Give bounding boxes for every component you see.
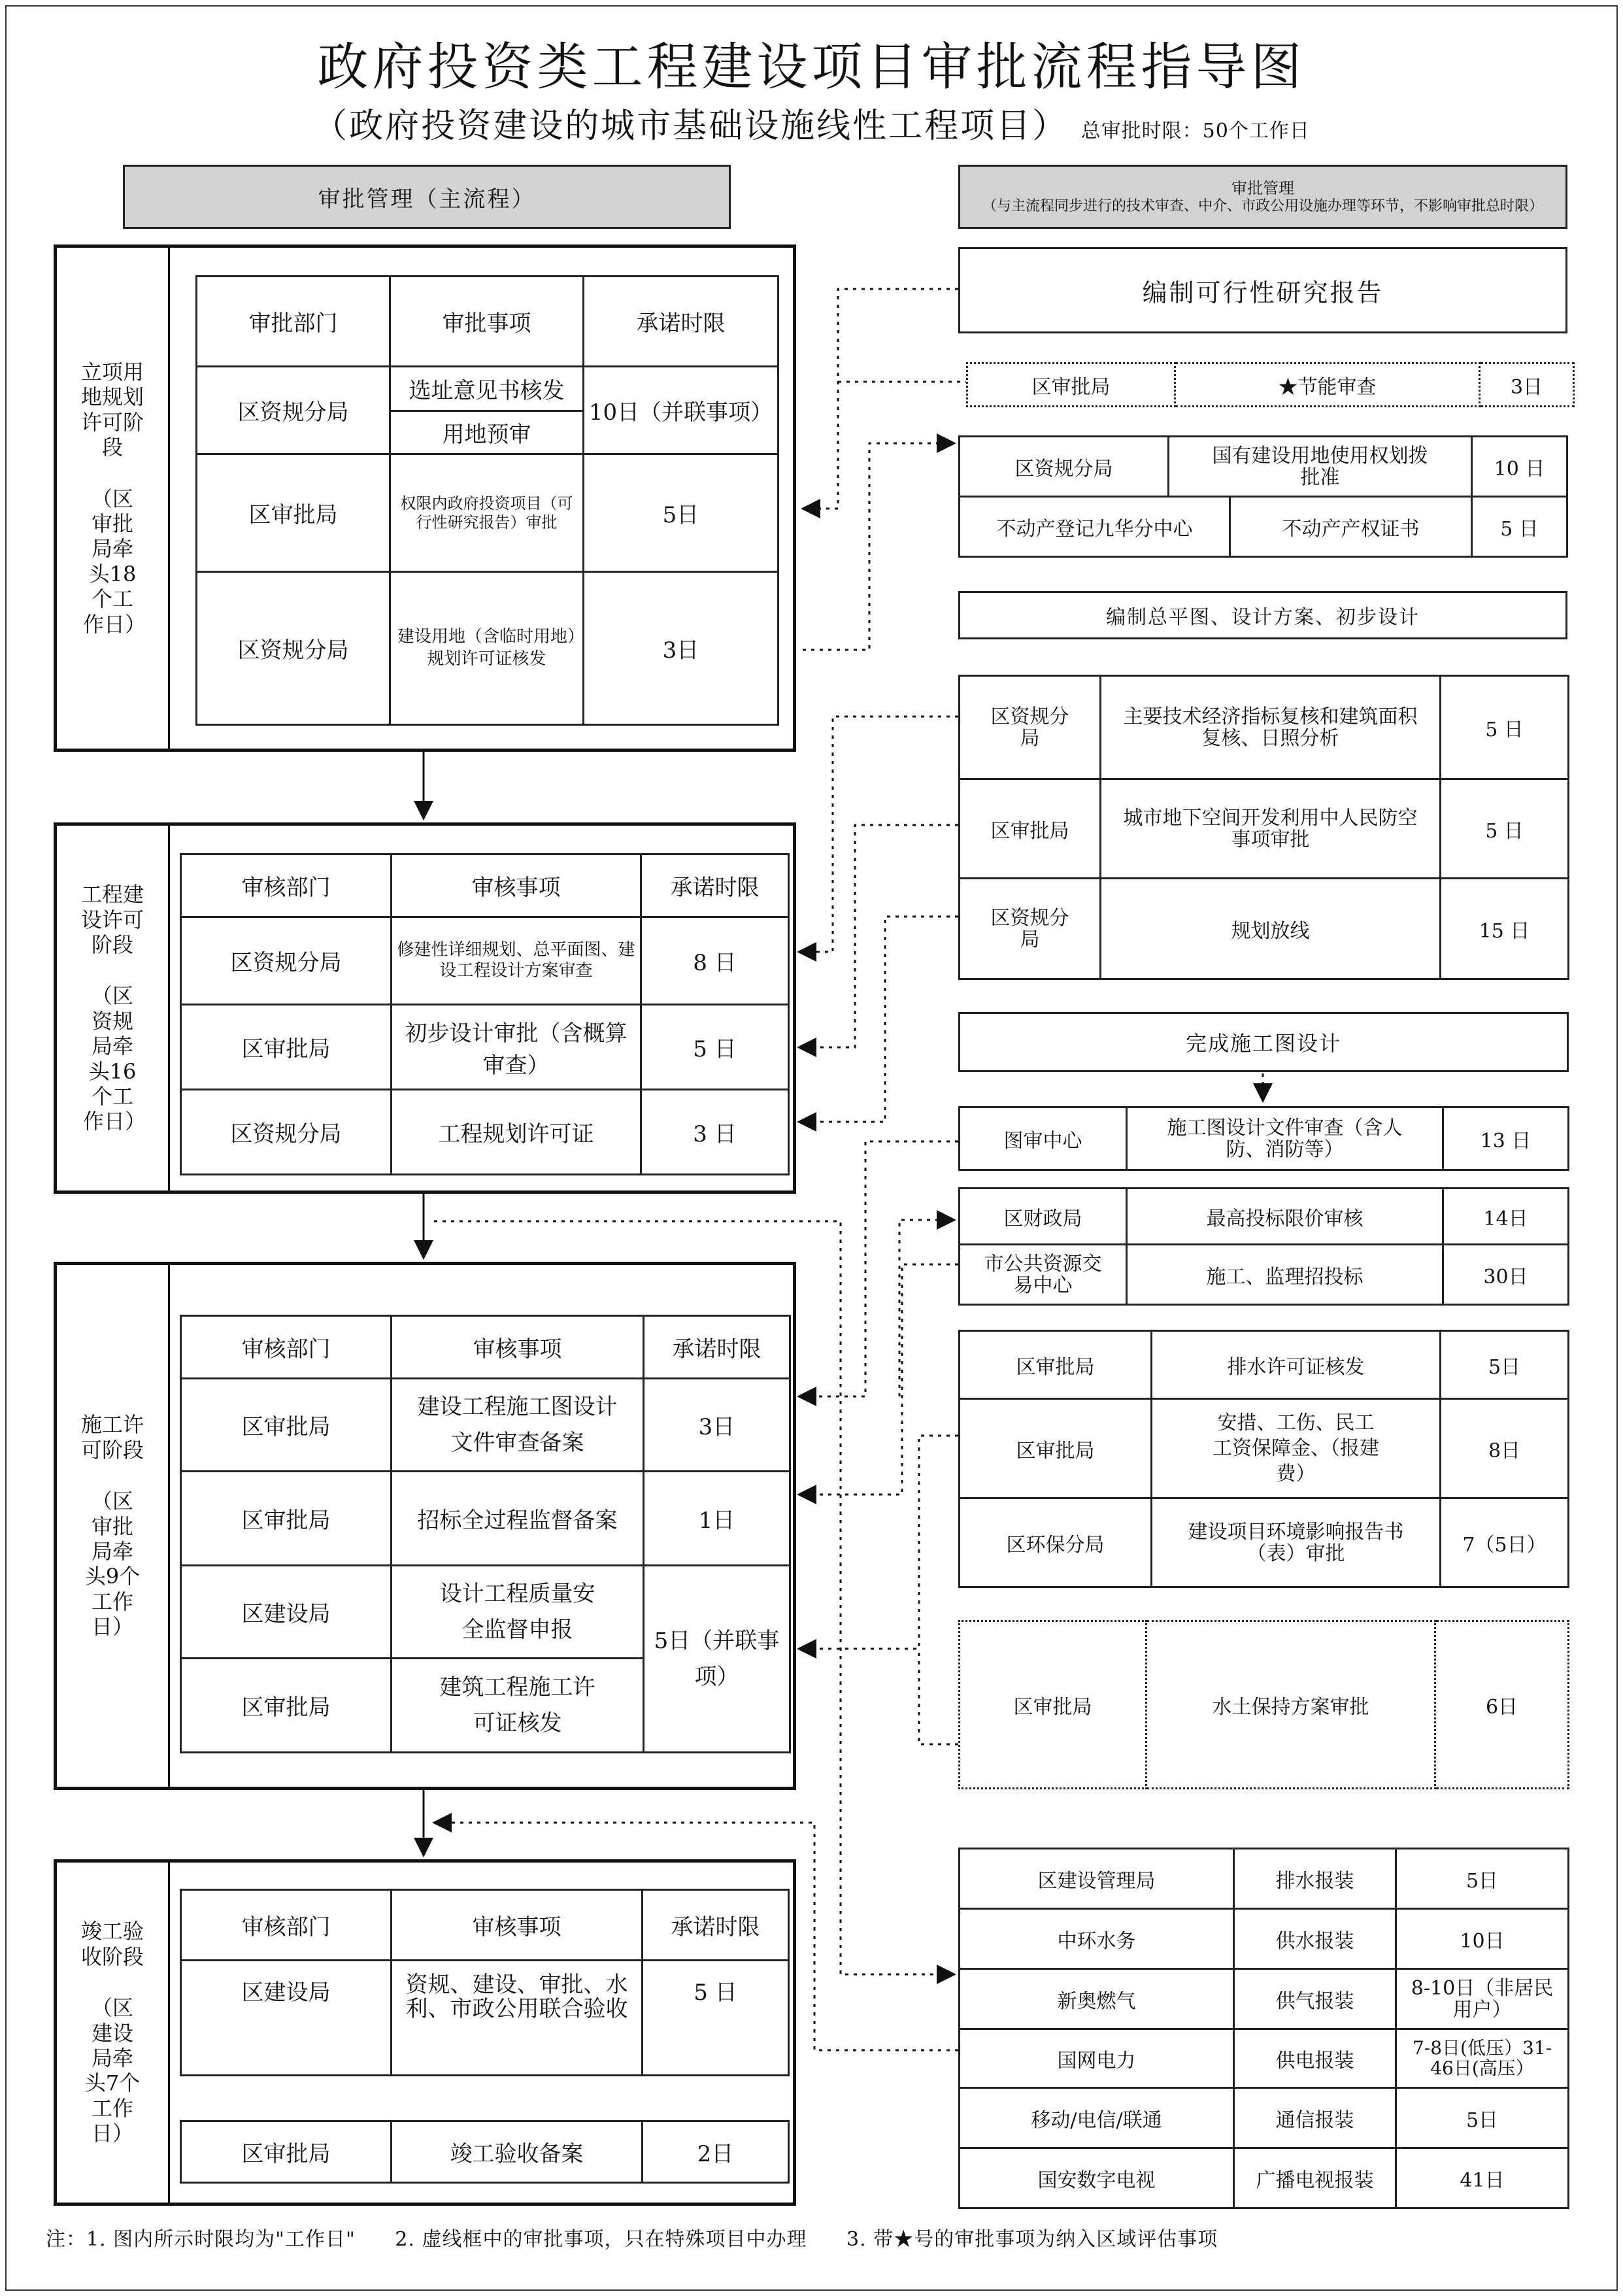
table-cell-time: 5日	[1396, 1849, 1569, 1909]
table-cell-time: 5 日	[643, 1961, 789, 2076]
table-cell-item: 建设项目环境影响报告书（表）审批	[1152, 1498, 1441, 1587]
phase-3-name: 施工许可阶段	[80, 1412, 144, 1462]
table-cell-time: 8-10日（非居民用户）	[1396, 1969, 1569, 2029]
table-cell-item: 工程规划许可证	[392, 1090, 641, 1175]
table-cell-dept: 区审批局	[960, 1621, 1146, 1789]
table-cell-dept: 移动/电信/联通	[960, 2088, 1234, 2148]
table-cell-time: 13 日	[1443, 1107, 1569, 1170]
dotted-arrow-2	[803, 443, 954, 650]
right-header-title: 审批管理	[1231, 178, 1294, 197]
table-cell-dept: 区资规分局	[197, 367, 390, 454]
note-3: 3. 带★号的审批事项为纳入区域评估事项	[846, 2228, 1218, 2251]
table-cell-time: 5 日	[1441, 676, 1569, 779]
table-cell-dept: 国安数字电视	[960, 2148, 1234, 2208]
subtitle-text: （政府投资建设的城市基础设施线性工程项目）	[313, 107, 1069, 146]
table-cell-item: 用地预审	[390, 411, 584, 454]
table-cell-item: 不动产产权证书	[1230, 497, 1472, 557]
table-cell-time: 5 日	[1441, 779, 1569, 879]
left-header: 审批管理（主流程）	[123, 165, 731, 229]
table-cell-item: ★节能审查	[1175, 363, 1480, 407]
dotted-arrow-11	[434, 1823, 958, 2050]
table-cell-dept: 区审批局	[967, 363, 1175, 407]
phase-1-lead: （区审批局牵头18个工作日）	[83, 486, 146, 637]
table-cell-time: 10 日	[1472, 437, 1567, 497]
table-cell-time: 5 日	[641, 1005, 789, 1090]
table-cell-item: 排水许可证核发	[1152, 1331, 1441, 1399]
table-cell-time: 5日	[1396, 2088, 1569, 2148]
table-cell-dept: 区资规分局	[960, 437, 1169, 497]
table-cell-item: 规划放线	[1101, 879, 1441, 979]
table-cell-dept: 区建设局	[181, 1566, 392, 1659]
table-cell-time: 8日	[1441, 1399, 1569, 1498]
table-cell-time: 3 日	[641, 1090, 789, 1175]
phase-1-name: 立项用地规划许可阶段	[80, 360, 144, 460]
dotted-arrow-5	[799, 917, 958, 1122]
col-time-header: 承诺时限	[641, 854, 789, 917]
table-cell-time: 7-8日(低压）31-46日(高压）	[1396, 2029, 1569, 2088]
table-cell-item: 修建性详细规划、总平面图、建设工程设计方案审查	[392, 917, 641, 1005]
table-cell-dept: 区建设局	[181, 1961, 392, 2076]
dotted-arrow-8	[799, 1264, 958, 1494]
table-cell-item: 选址意见书核发	[390, 367, 584, 411]
table-cell-time: 7（5日）	[1441, 1498, 1569, 1587]
table-cell-dept: 区审批局	[197, 454, 390, 572]
table-cell-time: 5日	[1441, 1331, 1569, 1399]
table-cell-item: 竣工验收备案	[392, 2121, 643, 2183]
table-cell-time: 10日（并联事项）	[584, 367, 778, 454]
phase-4-name: 竣工验收阶段	[80, 1919, 144, 1969]
footnote	[46, 2223, 1250, 2252]
table-cell-time: 5日（并联事项）	[644, 1566, 790, 1753]
col-item-header: 审核事项	[392, 1890, 643, 1961]
page-title: 政府投资类工程建设项目审批流程指导图	[317, 38, 1306, 97]
dotted-arrow-9	[799, 1436, 958, 1649]
right-header-desc: （与主流程同步进行的技术审查、中介、市政公用设施办理等环节，不影响审批总时限）	[982, 197, 1543, 214]
table-cell-time: 2日	[643, 2121, 789, 2183]
col-dept-header: 审核部门	[181, 1316, 392, 1379]
table-cell-dept: 区审批局	[960, 779, 1101, 879]
table-cell-dept: 图审中心	[960, 1107, 1127, 1170]
table-cell-dept: 区资规分局	[960, 879, 1101, 979]
table-cell-time: 3日	[644, 1379, 790, 1472]
dotted-arrow-3	[799, 717, 958, 952]
table-cell-time: 5日	[584, 454, 778, 572]
dotted-arrow-4	[799, 825, 958, 1047]
table-cell-dept: 区审批局	[960, 1399, 1152, 1498]
table-cell-dept: 区审批局	[960, 1331, 1152, 1399]
table-cell-item: 建设用地（含临时用地）规划许可证核发	[390, 572, 584, 725]
table-cell-item: 建筑工程施工许可证核发	[392, 1659, 644, 1753]
table-cell-item: 国有建设用地使用权划拨批准	[1169, 437, 1472, 497]
phase-2-name: 工程建设许可阶段	[80, 882, 144, 958]
feasibility-box: 编制可行性研究报告	[958, 247, 1567, 333]
table-cell-item: 广播电视报装	[1234, 2148, 1396, 2208]
design-box: 编制总平图、设计方案、初步设计	[958, 591, 1567, 639]
table-cell-time: 3日	[1480, 363, 1574, 407]
table-cell-time: 14日	[1443, 1189, 1569, 1245]
table-cell-time: 41日	[1396, 2148, 1569, 2208]
table-cell-time: 8 日	[641, 917, 789, 1005]
dotted-arrow-10	[434, 1221, 954, 1974]
table-cell-time: 1日	[644, 1472, 790, 1566]
table-cell-time: 6日	[1435, 1621, 1569, 1789]
col-item-header: 审核事项	[392, 1316, 644, 1379]
table-cell-item: 水土保持方案审批	[1146, 1621, 1435, 1789]
table-cell-item: 安措、工伤、民工工资保障金、（报建费）	[1152, 1399, 1441, 1498]
table-cell-item: 主要技术经济指标复核和建筑面积复核、日照分析	[1101, 676, 1441, 779]
table-cell-dept: 中环水务	[960, 1909, 1234, 1969]
table-cell-dept: 区资规分局	[960, 676, 1101, 779]
table-cell-dept: 区资规分局	[181, 917, 392, 1005]
table-cell-dept: 市公共资源交易中心	[960, 1245, 1127, 1305]
table-cell-dept: 区财政局	[960, 1189, 1127, 1245]
table-cell-item: 城市地下空间开发利用中人民防空事项审批	[1101, 779, 1441, 879]
table-cell-dept: 新奥燃气	[960, 1969, 1234, 2029]
table-cell-time: 30日	[1443, 1245, 1569, 1305]
table-cell-dept: 不动产登记九华分中心	[960, 497, 1230, 557]
table-cell-dept: 区审批局	[181, 1472, 392, 1566]
table-cell-item: 设计工程质量安全监督申报	[392, 1566, 644, 1659]
table-cell-dept: 区资规分局	[197, 572, 390, 725]
table-cell-dept: 区审批局	[181, 1005, 392, 1090]
table-cell-item: 供电报装	[1234, 2029, 1396, 2088]
dotted-arrow-6	[799, 1141, 958, 1396]
table-cell-item: 通信报装	[1234, 2088, 1396, 2148]
construction-design-box: 完成施工图设计	[958, 1012, 1569, 1072]
col-time-header: 承诺时限	[644, 1316, 790, 1379]
phase-4-lead: （区建设局牵头7个工作日）	[84, 1995, 141, 2146]
col-dept-header: 审核部门	[181, 1890, 392, 1961]
table-cell-item: 资规、建设、审批、水利、市政公用联合验收	[392, 1961, 643, 2076]
dotted-arrow-1	[803, 289, 958, 509]
table-cell-dept: 国网电力	[960, 2029, 1234, 2088]
note-1: 注：1. 图内所示时限均为"工作日"	[46, 2228, 356, 2251]
table-cell-item: 供气报装	[1234, 1969, 1396, 2029]
table-cell-dept: 区审批局	[181, 1379, 392, 1472]
table-cell-dept: 区审批局	[181, 1659, 392, 1753]
table-cell-item: 施工、监理招投标	[1127, 1245, 1443, 1305]
col-item-header: 审批事项	[390, 277, 584, 367]
table-cell-item: 最高投标限价审核	[1127, 1189, 1443, 1245]
table-cell-item: 权限内政府投资项目（可行性研究报告）审批	[390, 454, 584, 572]
table-cell-item: 初步设计审批（含概算审查）	[392, 1005, 641, 1090]
table-cell-item: 供水报装	[1234, 1909, 1396, 1969]
col-item-header: 审核事项	[392, 854, 641, 917]
col-dept-header: 审批部门	[197, 277, 390, 367]
table-cell-dept: 区建设管理局	[960, 1849, 1234, 1909]
total-time: 总审批时限：50个工作日	[1080, 120, 1310, 143]
table-cell-dept: 区资规分局	[181, 1090, 392, 1175]
dotted-link-2	[919, 1649, 958, 1744]
table-cell-time: 5 日	[1472, 497, 1567, 557]
table-cell-item: 建设工程施工图设计文件审查备案	[392, 1379, 644, 1472]
col-time-header: 承诺时限	[584, 277, 778, 367]
dotted-arrow-7	[899, 1220, 954, 1396]
col-dept-header: 审核部门	[181, 854, 392, 917]
table-cell-item: 施工图设计文件审查（含人防、消防等）	[1127, 1107, 1443, 1170]
phase-3-lead: （区审批局牵头9个工作日）	[84, 1489, 141, 1640]
col-time-header: 承诺时限	[643, 1890, 789, 1961]
table-cell-time: 10日	[1396, 1909, 1569, 1969]
table-cell-time: 3日	[584, 572, 778, 725]
note-2: 2. 虚线框中的审批事项，只在特殊项目中办理	[395, 2228, 807, 2251]
phase-2-lead: （区资规局牵头16个工作日）	[83, 983, 146, 1134]
table-cell-time: 15 日	[1441, 879, 1569, 979]
table-cell-dept: 区审批局	[181, 2121, 392, 2183]
table-cell-item: 排水报装	[1234, 1849, 1396, 1909]
table-cell-item: 招标全过程监督备案	[392, 1472, 644, 1566]
table-cell-dept: 区环保分局	[960, 1498, 1152, 1587]
